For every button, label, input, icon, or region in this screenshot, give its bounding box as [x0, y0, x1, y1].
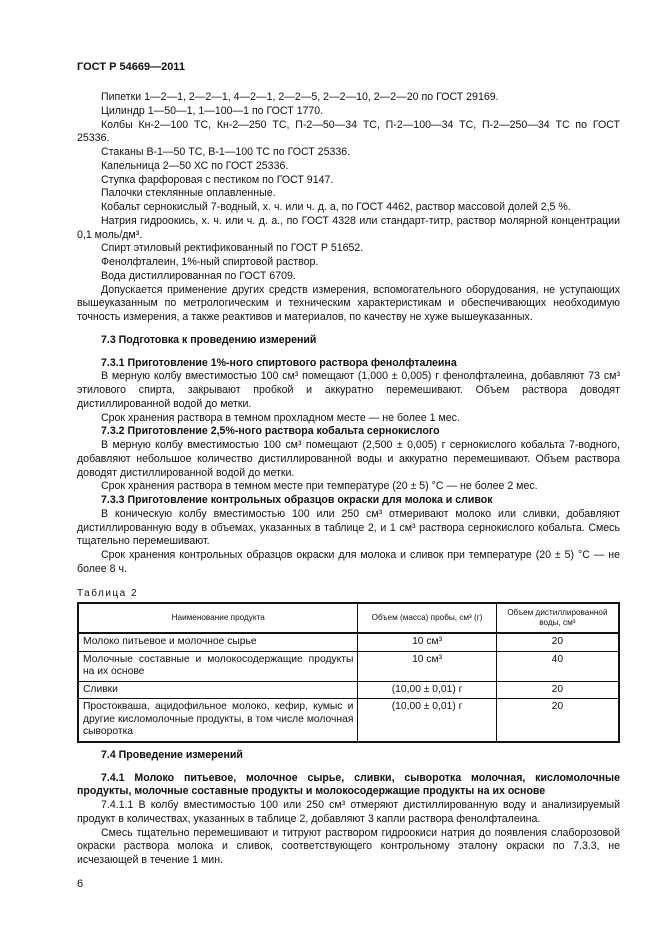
table-cell: (10,00 ± 0,01) г	[358, 699, 496, 742]
table-2	[77, 602, 620, 743]
paragraph: 7.4.1.1 В колбу вместимостью 100 или 250 см³ отмеряют дистиллированную воду и анализируемый продукт в количествах, указанных в таблице 2, добавляют 3 капли раствора фенолфталеина.	[77, 799, 620, 825]
section-heading-7-4: 7.4 Проведение измерений	[101, 748, 243, 761]
table-cell: 20	[496, 699, 619, 742]
paragraph: Вода дистиллированная по ГОСТ 6709.	[101, 269, 296, 282]
paragraph: Срок хранения раствора в темном прохладном месте — не более 1 мес.	[101, 411, 460, 424]
table-cell: 20	[496, 633, 619, 651]
table-row	[78, 681, 619, 699]
paragraph: Натрия гидроокись, х. ч. или ч. д. а., по ГОСТ 4328 или стандарт-титр, раствор молярной концентрации 0,1 моль/дм³.	[77, 214, 620, 241]
section-heading-7-3: 7.3 Подготовка к проведению измерений	[101, 333, 317, 346]
document-header: ГОСТ Р 54669—2011	[77, 61, 185, 73]
paragraph: В мерную колбу вместимостью 100 см³ помещают (1,000 ± 0,005) г фенолфталеина, добавляют 73 см³ этилового спирта, закрывают пробкой и аккуратно перемешивают. Объем раствора доводят дистиллированной водой до метки.	[77, 370, 620, 410]
subsection-heading-7-3-1: 7.3.1 Приготовление 1%-ного спиртового раствора фенолфталеина	[101, 356, 457, 369]
table-cell: Сливки	[78, 681, 358, 699]
subsection-heading-7-3-3: 7.3.3 Приготовление контрольных образцов окраски для молока и сливок	[101, 494, 493, 506]
subsection-heading-7-4-1: 7.4.1 Молоко питьевое, молочное сырье, сливки, сыворотка молочная, кисломолочные продукты, молочные составные продукты и молокосодержащие продукты на их основе	[77, 771, 620, 798]
column-header: Объем дистиллированной воды, см³	[496, 603, 619, 633]
paragraph: Срок хранения контрольных образцов окраски для молока и сливок при температуре (20 ± 5) °С — не более 8 ч.	[77, 549, 620, 575]
paragraph: В мерную колбу вместимостью 100 см³ помещают (2,500 ± 0,005) г сернокислого кобальта 7-водного, добавляют небольшое количество дистиллированной воды и аккуратно перемешивают. Объем раствора доводят дистиллированной водой до метки.	[77, 439, 620, 479]
paragraph: Допускается применение других средств измерения, вспомогательного оборудования, не уступающих вышеуказанным по метрологическим и техническим характеристикам и обеспечивающих необходимую точность измерения, а также реактивов и материалов, по качеству не хуже вышеуказанных.	[77, 283, 620, 323]
table-cell: Молочные составные и молокосодержащие продукты на их основе	[78, 651, 358, 681]
table-row	[78, 633, 619, 651]
paragraph: В коническую колбу вместимостью 100 или 250 см³ отмеривают молоко или сливки, добавляют дистиллированную воду в объемах, указанных в таблице 2, и 1 см³ раствора сернокислого кобальта. Смесь тщательно перемешивают.	[77, 507, 620, 548]
paragraph: Ступка фарфоровая с пестиком по ГОСТ 9147.	[101, 173, 334, 186]
table-header-row	[78, 603, 619, 633]
paragraph: Спирт этиловый ректификованный по ГОСТ Р 51652.	[101, 242, 364, 255]
table-row	[78, 699, 619, 742]
table-row	[78, 651, 619, 681]
table-cell: 10 см³	[358, 651, 496, 681]
paragraph: Фенолфталеин, 1%-ный спиртовой раствор.	[101, 256, 319, 268]
document-body	[77, 0, 620, 912]
table-cell: 40	[496, 651, 619, 681]
paragraph: Срок хранения раствора в темном месте при температуре (20 ± 5) °С — не более 2 мес.	[101, 480, 538, 493]
table-cell: (10,00 ± 0,01) г	[358, 681, 496, 699]
table-cell: 10 см³	[358, 633, 496, 651]
paragraph: Смесь тщательно перемешивают и титруют раствором гидроокиси натрия до появления слаборозовой окраски раствора молока и сливок, соответствующего контрольному эталону окраски по 7.3.3, не исчезающей в течение 1 мин.	[77, 826, 620, 866]
subsection-heading-7-3-2: 7.3.2 Приготовление 2,5%-ного раствора кобальта сернокислого	[101, 425, 440, 438]
page-number: 6	[77, 877, 84, 890]
table-caption: Таблица 2	[77, 587, 139, 599]
column-header: Объем (масса) пробы, см³ (г)	[358, 603, 496, 633]
paragraph: Пипетки 1—2—1, 2—2—1, 4—2—1, 2—2—5, 2—2—10, 2—2—20 по ГОСТ 29169.	[101, 91, 499, 103]
table-cell: Молоко питьевое и молочное сырье	[78, 633, 358, 651]
table-cell: Простокваша, ацидофильное молоко, кефир, кумыс и другие кисломолочные продукты, в том числе молочная сыворотка	[78, 699, 358, 742]
paragraph: Кобальт сернокислый 7-водный, х. ч. или ч. д. а, по ГОСТ 4462, раствор массовой долей 2,5 %.	[101, 201, 571, 213]
paragraph: Стаканы В-1—50 ТС, В-1—100 ТС по ГОСТ 25336.	[101, 146, 351, 158]
paragraph: Колбы Кн-2—100 ТС, Кн-2—250 ТС, П-2—50—34 ТС, П-2—100—34 ТС, П-2—250—34 ТС по ГОСТ 25336.	[77, 118, 620, 145]
column-header: Наименование продукта	[78, 603, 358, 633]
paragraph: Палочки стеклянные оплавленные.	[101, 187, 276, 200]
paragraph: Капельница 2—50 ХС по ГОСТ 25336.	[101, 159, 289, 172]
paragraph: Цилиндр 1—50—1, 1—100—1 по ГОСТ 1770.	[101, 104, 324, 117]
table-cell: 20	[496, 681, 619, 699]
